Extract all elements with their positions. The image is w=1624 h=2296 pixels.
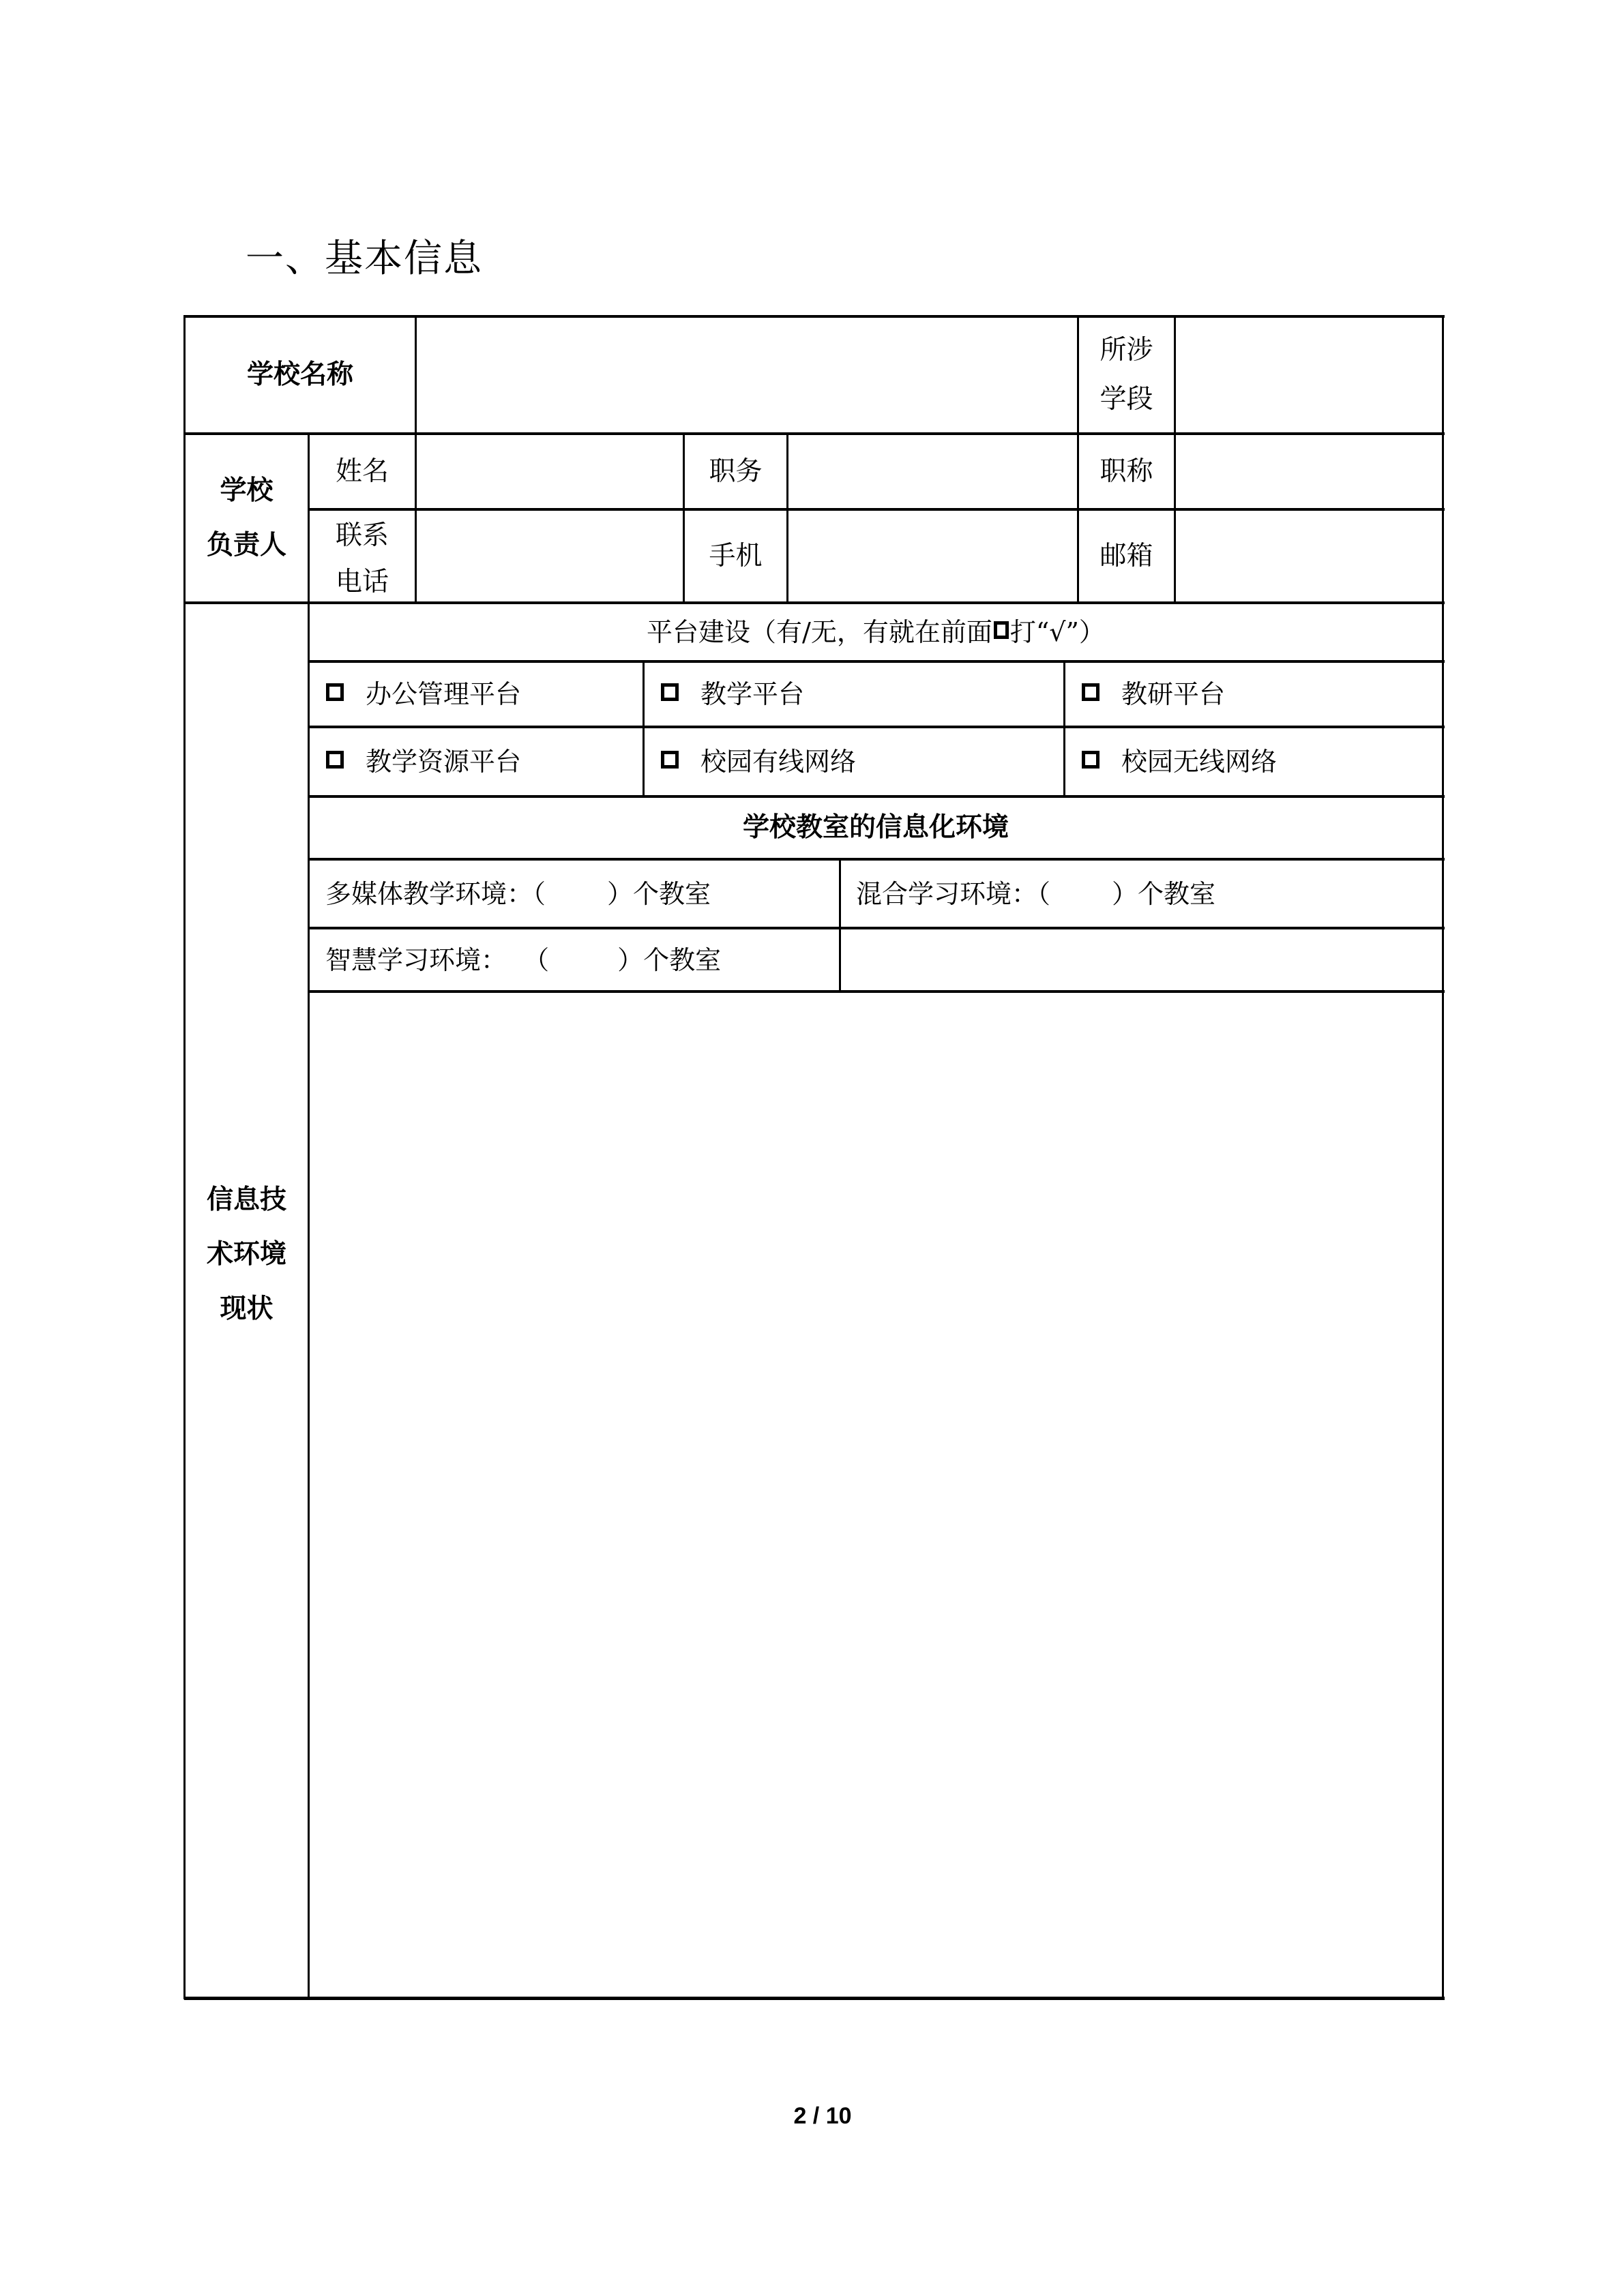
classroom-suffix: ）个教室 — [617, 944, 722, 975]
empty-cell — [841, 929, 1442, 990]
mobile-label-text: 手机 — [709, 540, 763, 571]
classroom-smart — [310, 929, 839, 990]
checkbox[interactable] — [1082, 751, 1099, 769]
classroom-blended — [841, 861, 1442, 927]
email-label — [1079, 511, 1174, 601]
classroom-multimedia — [310, 861, 839, 927]
position-label — [685, 435, 786, 508]
checkbox[interactable] — [326, 751, 344, 769]
position-field[interactable] — [788, 435, 1077, 508]
stage-label — [1079, 318, 1174, 432]
email-field[interactable] — [1176, 511, 1442, 601]
it-label-line2: 术环境 — [206, 1239, 286, 1270]
phone-label — [310, 511, 415, 601]
platform-header-suffix: 打“√”） — [1009, 617, 1105, 647]
platform-header-prefix: 平台建设（有/无，有就在前面 — [647, 617, 992, 647]
responsible-label-line1: 学校 — [220, 475, 274, 506]
name-field[interactable] — [417, 435, 683, 508]
platform-option[interactable] — [645, 663, 1063, 726]
checkbox[interactable] — [661, 751, 679, 769]
checkbox[interactable] — [326, 683, 344, 701]
mobile-label — [685, 511, 786, 601]
classroom-suffix: ）个教室 — [607, 878, 711, 909]
table-border-bottom — [184, 1997, 1445, 2000]
name-label — [310, 435, 415, 508]
platform-label: 办公管理平台 — [366, 679, 522, 709]
platform-header — [310, 604, 1442, 660]
title-label-text: 职称 — [1099, 456, 1153, 487]
table-border-right — [1442, 315, 1444, 1999]
school-name-field[interactable] — [417, 318, 1077, 432]
platform-option[interactable] — [310, 728, 643, 795]
classroom-label: 多媒体教学环境：（ — [325, 878, 546, 909]
page-number: 2 / 10 — [793, 2103, 852, 2129]
name-label-text: 姓名 — [335, 456, 389, 487]
it-environment-label — [186, 1159, 308, 1350]
classroom-header-text: 学校教室的信息化环境 — [742, 812, 1009, 843]
classroom-suffix: ）个教室 — [1112, 878, 1216, 909]
platform-label: 教学平台 — [700, 679, 805, 709]
platform-label: 教学资源平台 — [366, 747, 522, 777]
it-description-field[interactable] — [310, 993, 1442, 1997]
it-label-line3: 现状 — [220, 1294, 274, 1324]
title-field[interactable] — [1176, 435, 1442, 508]
checkbox[interactable] — [1082, 683, 1099, 701]
platform-option[interactable] — [310, 663, 643, 726]
title-label — [1079, 435, 1174, 508]
it-label-line1: 信息技 — [206, 1184, 286, 1215]
platform-option[interactable] — [645, 728, 1063, 795]
classroom-label: 智慧学习环境： （ — [325, 944, 550, 975]
platform-label: 校园有线网络 — [700, 747, 857, 777]
school-name-label-text: 学校名称 — [246, 359, 353, 390]
platform-option[interactable] — [1065, 663, 1442, 726]
phone-field[interactable] — [417, 511, 683, 601]
section-heading: 一、基本信息 — [246, 237, 483, 281]
position-label-text: 职务 — [709, 456, 763, 487]
stage-label-line2: 学段 — [1099, 384, 1153, 415]
responsible-person-label — [186, 435, 308, 601]
classroom-label: 混合学习环境：（ — [856, 878, 1051, 909]
mobile-field[interactable] — [788, 511, 1077, 601]
stage-label-line1: 所涉 — [1099, 335, 1153, 366]
platform-option[interactable] — [1065, 728, 1442, 795]
platform-label: 教研平台 — [1121, 679, 1226, 709]
platform-label: 校园无线网络 — [1121, 747, 1278, 777]
classroom-header — [310, 798, 1442, 858]
school-name-label — [186, 318, 415, 432]
email-label-text: 邮箱 — [1099, 540, 1153, 571]
phone-label-line2: 电话 — [335, 566, 389, 597]
checkbox[interactable] — [661, 683, 679, 701]
responsible-label-line2: 负责人 — [206, 530, 286, 561]
stage-field[interactable] — [1176, 318, 1442, 432]
checkbox-icon — [994, 621, 1009, 639]
phone-label-line1: 联系 — [335, 520, 389, 551]
